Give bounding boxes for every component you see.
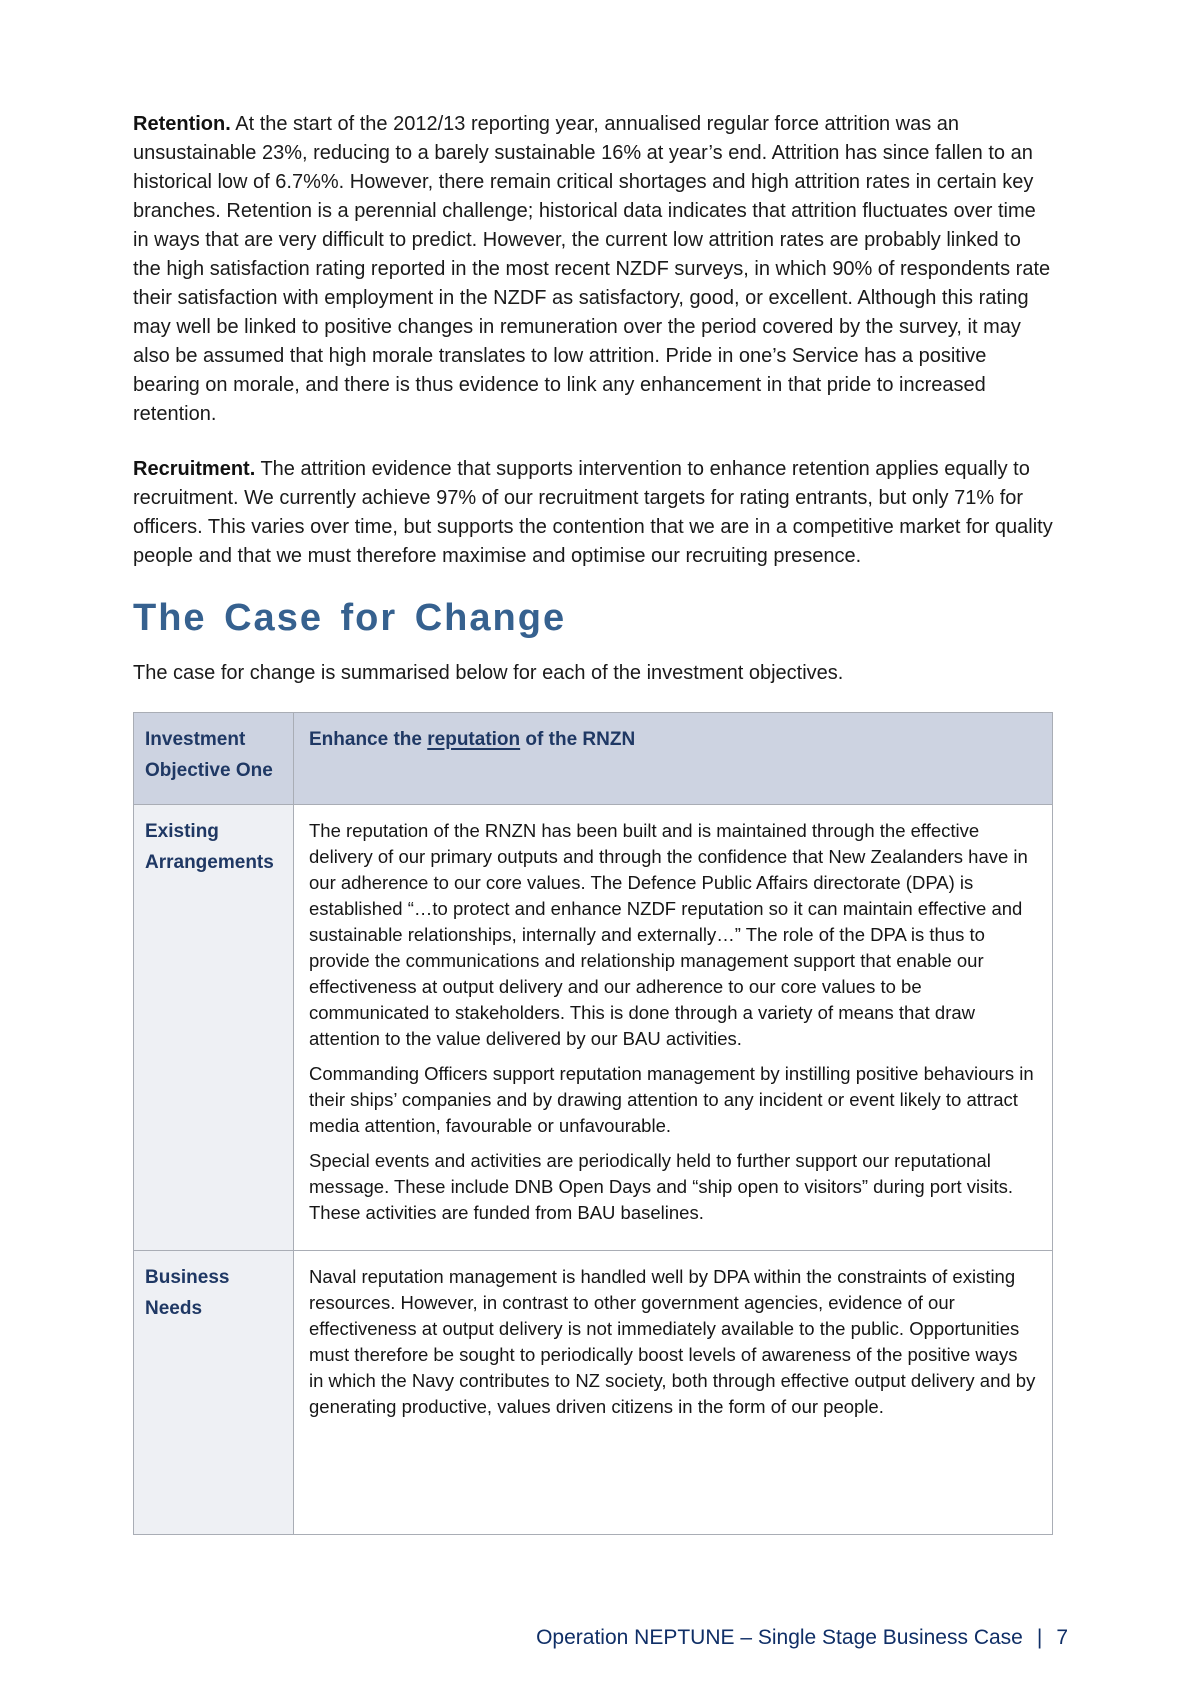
header-cell-investment-objective <box>134 713 294 805</box>
objective-title-underlined-word: reputation <box>427 729 521 750</box>
existing-arrangements-paragraph-2: Commanding Officers support reputation management by instilling positive behaviours in their ships’ companies and by drawing attention to any incident or event likely to attract media attention, favourable or unfavourable. <box>309 1063 1034 1136</box>
row-label-business-needs <box>134 1251 294 1535</box>
footer-separator: | <box>1036 1626 1043 1649</box>
row-label-line-1: Existing <box>145 821 219 842</box>
retention-paragraph <box>133 110 1053 429</box>
business-needs-paragraph-1: Naval reputation management is handled well by DPA within the constraints of existing resources. However, in contrast to other government agencies, evidence of our effectiveness at output delivery is not immediately available to the public. Opportunities must therefore be sought to periodically boost levels of awareness of the positive ways in which the Navy contributes to NZ society, both through effective output delivery and by generating productive, values driven citizens in the form of our people. <box>309 1266 1036 1417</box>
row-body-existing-arrangements <box>294 805 1053 1251</box>
retention-text: At the start of the 2012/13 reporting year, annualised regular force attrition was an unsustainable 23%, reducing to a barely sustainable 16% at year’s end. Attrition has since fallen to an historical low of 6.7%%. However, there remain critical shortages and high attrition rates in certain key branches. Retention is a perennial challenge; historical data indicates that attrition fluctuates over time in ways that are very difficult to predict. However, the current low attrition rates are probably linked to the high satisfaction rating reported in the most recent NZDF surveys, in which 90% of respondents rate their satisfaction with employment in the NZDF as satisfactory, good, or excellent. Although this rating may well be linked to positive changes in remuneration over the period covered by the survey, it may also be assumed that high morale translates to low attrition. Pride in one’s Service has a positive bearing on morale, and there is thus evidence to link any enhancement in that pride to increased retention. <box>133 113 1051 425</box>
existing-arrangements-paragraph-3: Special events and activities are periodically held to further support our reputational message. These include DNB Open Days and “ship open to visitors” during port visits. These activities are funded from BAU baselines. <box>309 1150 1014 1223</box>
header-label-line-1: Investment <box>145 729 246 750</box>
recruitment-lead: Recruitment. <box>133 458 256 480</box>
table-row-business-needs <box>134 1251 1053 1535</box>
objective-title-suffix: of the RNZN <box>520 729 636 750</box>
row-body-business-needs <box>294 1251 1053 1535</box>
row-label-existing-arrangements <box>134 805 294 1251</box>
page-footer <box>536 1626 1068 1650</box>
case-for-change-intro: The case for change is summarised below for each of the investment objectives. <box>133 662 844 684</box>
row-label-line-2: Arrangements <box>145 852 274 873</box>
row-label-line-2: Needs <box>145 1298 203 1319</box>
footer-page-number: 7 <box>1056 1626 1068 1649</box>
page-content <box>133 0 1053 1535</box>
objective-title-prefix: Enhance the <box>309 729 428 750</box>
header-cell-objective-title <box>294 713 1053 805</box>
recruitment-text: The attrition evidence that supports intervention to enhance retention applies equally to recruitment. We currently achieve 97% of our recruitment targets for rating entrants, but only 71% for officers. This varies over time, but supports the contention that we are in a competitive market for quality people and that we must therefore maximise and optimise our recruiting presence. <box>133 458 1053 567</box>
recruitment-paragraph <box>133 455 1053 571</box>
retention-lead: Retention. <box>133 113 231 135</box>
investment-objective-table <box>133 712 1053 1535</box>
section-heading-case-for-change: The Case for Change <box>133 597 567 639</box>
table-row-existing-arrangements <box>134 805 1053 1251</box>
row-label-line-1: Business <box>145 1267 230 1288</box>
header-label-line-2: Objective One <box>145 760 273 781</box>
footer-document-title: Operation NEPTUNE – Single Stage Business Case <box>536 1626 1023 1649</box>
table-header-row <box>134 713 1053 805</box>
existing-arrangements-paragraph-1: The reputation of the RNZN has been built and is maintained through the effective delivery of our primary outputs and through the confidence that New Zealanders have in our adherence to our core values. The Defence Public Affairs directorate (DPA) is established “…to protect and enhance NZDF reputation so it can maintain effective and sustainable relationships, internally and externally…” The role of the DPA is thus to provide the communications and relationship management support that enable our effectiveness at output delivery and our adherence to our core values to be communicated to stakeholders. This is done through a variety of means that draw attention to the value delivered by our BAU activities. <box>309 820 1028 1049</box>
